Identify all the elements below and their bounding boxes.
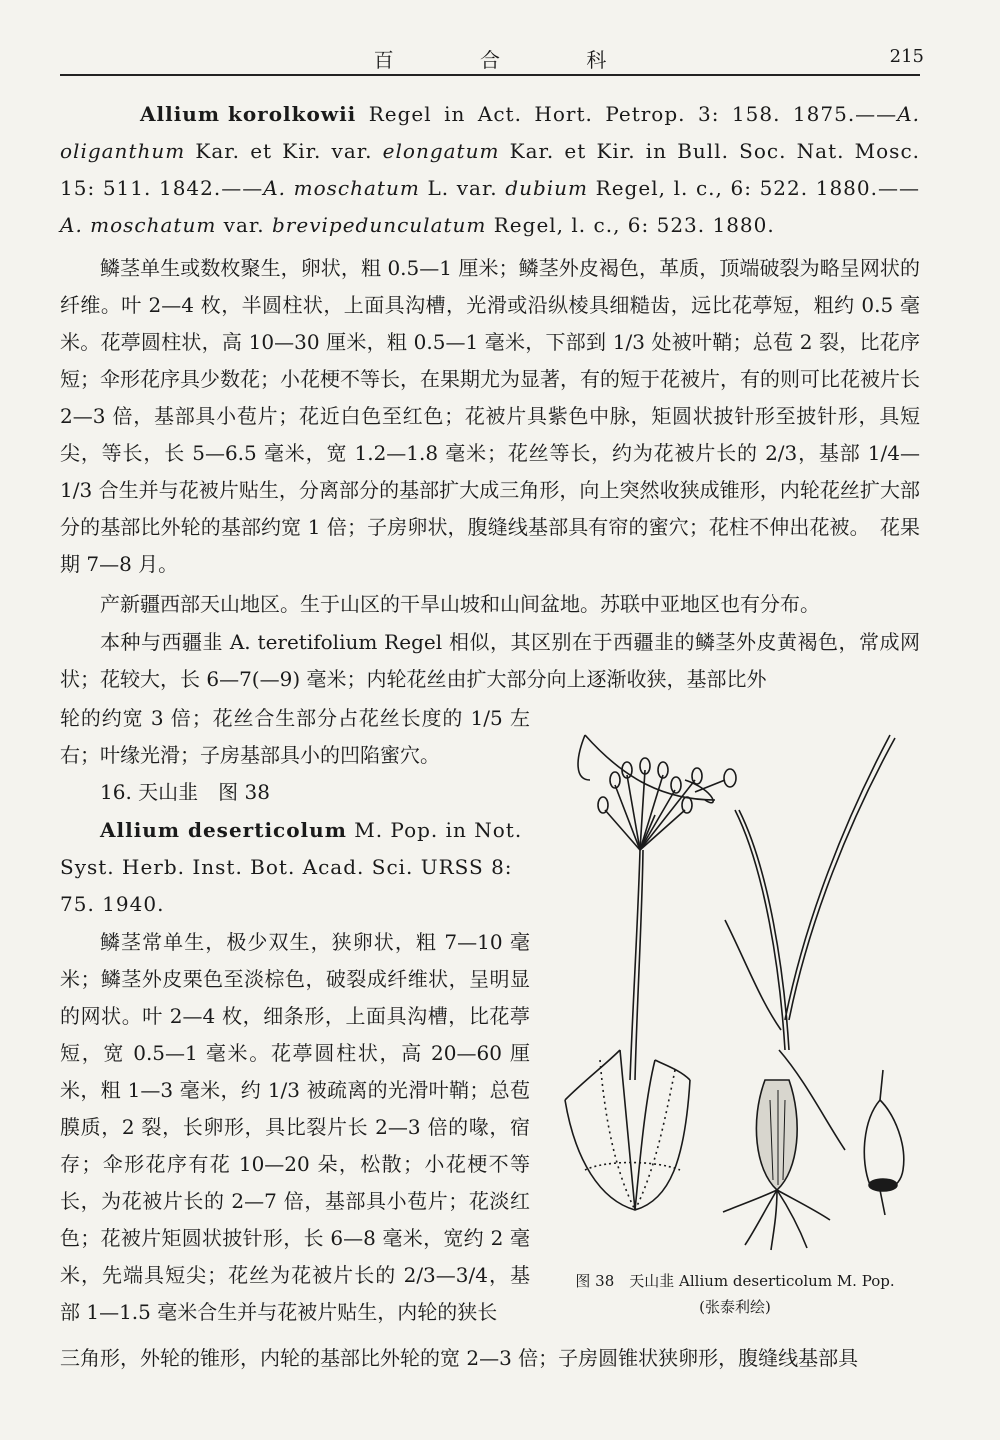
species-citation [60,96,920,244]
figure-caption [545,1268,925,1320]
synonym-variety: elongatum [382,139,500,163]
species-name: Allium korolkowii [140,102,357,126]
species-description-2-continued: 三角形，外轮的锥形，内轮的基部比外轮的宽 2—3 倍；子房圆锥状狭卵形，腹缝线基部具 [60,1346,859,1370]
botanical-illustration [545,720,925,1260]
header-rule [60,74,920,76]
comparison-note: 本种与西疆韭 A. teretifolium Regel 相似，其区别在于西疆韭的鳞茎外皮黄褐色，常成网状；花较大，长 6—7(—9) 毫米；内轮花丝由扩大部分向上逐渐收狭，基部比外 [60,630,920,691]
distribution: 产新疆西部天山地区。生于山区的干旱山坡和山间盆地。苏联中亚地区也有分布。 [100,592,820,616]
synonym-name: A. moschatum [60,213,217,237]
synonym-variety: dubium [505,176,589,200]
species-description-2: 鳞茎常单生，极少双生，狭卵状，粗 7—10 毫米；鳞茎外皮栗色至淡棕色，破裂成纤维状，呈明显的网状。叶 2—4 枚，细条形，上面具沟槽，比花葶短，宽 0.5—1 毫米。花葶圆柱状，高 20—60 厘米，粗 1—3 毫米，约 1/3 被疏离的光滑叶鞘；总苞膜质，2 裂，长卵形，具比裂片长 2—3 倍的喙，宿存；伞形花序有花 10—20 朵，松散；小花梗不等长，为花被片长的 2—7 倍，基部具小苞片；花淡红色；花被片矩圆状披针形，长 6—8 毫米，宽约 2 毫米，先端具短尖；花丝为花被片长的 2/3—3/4，基部 1—1.5 毫米合生并与花被片贴生，内轮的狭长 [60,930,530,1324]
species-description: 鳞茎单生或数枚聚生，卵状，粗 0.5—1 厘米；鳞茎外皮褐色，革质，顶端破裂为略呈网状的纤维。叶 2—4 枚，半圆柱状，上面具沟槽，光滑或沿纵棱具细糙齿，远比花葶短，粗约 0.5 毫米。花葶圆柱状，高 10—30 厘米，粗 0.5—1 毫米，下部到 1/3 处被叶鞘；总苞 2 裂，比花序短；伞形花序具少数花；小花梗不等长，在果期尤为显著，有的短于花被片，有的则可比花被片长 2—3 倍，基部具小苞片；花近白色至红色；花被片具紫色中脉，矩圆状披针形至披针形，具短尖，等长，长 5—6.5 毫米，宽 1.2—1.8 毫米；花丝等长，约为花被片长的 2/3，基部 1/4—1/3 合生并与花被片贴生，分离部分的基部扩大成三角形，向上突然收狭成锥形，内轮花丝扩大部分的基部比外轮的基部约宽 1 倍；子房卵状，腹缝线基部具有帘的蜜穴；花柱不伸出花被。 花果期 7—8 月。 [60,256,920,576]
synonym-text: Regel, l. c., 6: 523. 1880. [486,213,775,237]
synonym-name: A. oliganthum [60,102,920,163]
synonym-text: Regel, l. c., 6: 522. 1880.—— [588,176,920,200]
caption-title: 图 38 天山韭 Allium deserticolum M. Pop. [575,1272,895,1290]
species-citation-2 [60,812,530,923]
running-title: 百 合 科 [373,48,647,72]
flower-umbel [598,758,736,850]
running-header [60,40,924,76]
synonym-text: Kar. et Kir. in Bull. Soc. Nat. Mosc. 15: 511. 1842.—— [60,139,921,200]
synonym-name: A. moschatum [263,176,420,200]
bulb-drawing [723,1080,830,1250]
capsule-detail [864,1070,903,1215]
page-number: 215 [889,46,924,67]
synonym-text: Kar. et Kir. var. [185,139,383,163]
citation-text-2: M. Pop. in Not. Syst. Herb. Inst. Bot. Acad. Sci. URSS 8: 75. 1940. [60,818,523,916]
citation-text: Regel in Act. Hort. Petrop. 3: 158. 1875.—— [356,102,898,126]
caption-credit: (张泰利绘) [699,1298,771,1316]
species-heading: 16. 天山韭 图 38 [100,780,270,804]
bract-drawing [565,1050,690,1210]
synonym-variety: brevipedunculatum [272,213,487,237]
synonym-text: L. var. [419,176,506,200]
comparison-note-continued: 轮的约宽 3 倍；花丝合生部分占花丝长度的 1/5 左右；叶缘光滑；子房基部具小的凹陷蜜穴。 [60,706,530,767]
synonym-text: var. [216,213,272,237]
species-name-2: Allium deserticolum [100,818,347,842]
